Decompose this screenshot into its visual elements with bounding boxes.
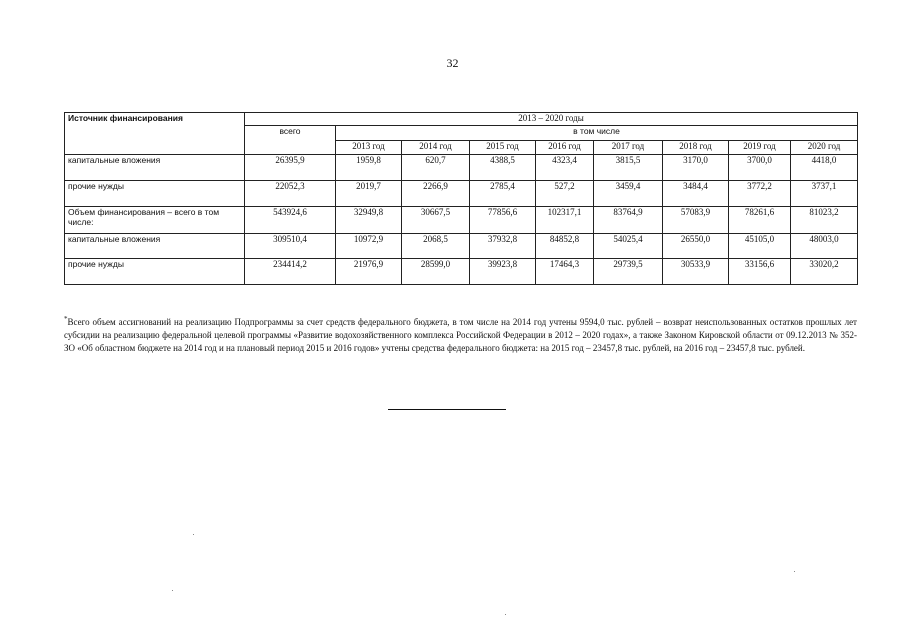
footnote [64,313,857,355]
footnote-marker: * [64,315,68,323]
cell-value: 3459,4 [594,181,663,207]
cell-value: 77856,6 [470,207,536,234]
cell-value: 102317,1 [536,207,594,234]
cell-value: 10972,9 [336,234,402,259]
cell-value: 3815,5 [594,155,663,181]
separator-line [388,409,506,410]
cell-value: 2068,5 [402,234,470,259]
cell-value: 620,7 [402,155,470,181]
cell-total: 543924,6 [245,207,336,234]
cell-value: 3484,4 [663,181,729,207]
row-label: капитальные вложения [65,234,245,259]
cell-value: 3737,1 [791,181,858,207]
scan-speck [505,614,506,615]
cell-value: 45105,0 [729,234,791,259]
cell-value: 33020,2 [791,259,858,285]
financing-table [64,112,858,285]
year-header: 2016 год [536,141,594,155]
cell-value: 83764,9 [594,207,663,234]
footnote-text: Всего объем ассигнований на реализацию Подпрограммы за счет средств федерального бюджета, в том числе на 2014 год учтены 9594,0 тыс. рублей – возврат неиспользованных остатков прошлых лет субсидии на реализацию федеральной целевой программы «Развитие водохозяйственного комплекса Российской Федерации в 2012 – 2020 годах», а также Законом Кировской области от 09.12.2013 № 352-ЗО «Об областном бюджете на 2014 год и на плановый период 2015 и 2016 годов» учтены средства федерального бюджета: на 2015 год – 23457,8 тыс. рублей, на 2016 год – 23457,8 тыс. рублей. [64,317,857,353]
cell-value: 30667,5 [402,207,470,234]
source-header: Источник финансирования [65,113,245,155]
row-label: прочие нужды [65,181,245,207]
cell-value: 29739,5 [594,259,663,285]
cell-value: 81023,2 [791,207,858,234]
cell-total: 26395,9 [245,155,336,181]
including-header: в том числе [336,126,858,141]
cell-value: 30533,9 [663,259,729,285]
row-label: Объем финансирования – всего в том числе: [65,207,245,234]
cell-value: 2785,4 [470,181,536,207]
year-header: 2017 год [594,141,663,155]
scan-speck [193,534,194,535]
cell-value: 48003,0 [791,234,858,259]
cell-value: 21976,9 [336,259,402,285]
table-row [65,181,858,207]
cell-value: 33156,6 [729,259,791,285]
cell-value: 4388,5 [470,155,536,181]
cell-value: 527,2 [536,181,594,207]
cell-value: 28599,0 [402,259,470,285]
total-header: всего [245,126,336,155]
year-header: 2019 год [729,141,791,155]
table-row [65,155,858,181]
cell-value: 4323,4 [536,155,594,181]
cell-value: 4418,0 [791,155,858,181]
year-header: 2015 год [470,141,536,155]
scan-speck [794,571,795,572]
cell-value: 17464,3 [536,259,594,285]
cell-value: 84852,8 [536,234,594,259]
year-header: 2018 год [663,141,729,155]
year-header: 2014 год [402,141,470,155]
cell-value: 78261,6 [729,207,791,234]
row-label: прочие нужды [65,259,245,285]
cell-value: 2266,9 [402,181,470,207]
cell-total: 234414,2 [245,259,336,285]
cell-value: 1959,8 [336,155,402,181]
cell-value: 32949,8 [336,207,402,234]
cell-value: 54025,4 [594,234,663,259]
cell-value: 39923,8 [470,259,536,285]
cell-value: 2019,7 [336,181,402,207]
cell-value: 3772,2 [729,181,791,207]
page-number: 32 [446,56,459,70]
cell-total: 22052,3 [245,181,336,207]
cell-value: 37932,8 [470,234,536,259]
table-row [65,259,858,285]
row-label: капитальные вложения [65,155,245,181]
cell-total: 309510,4 [245,234,336,259]
table-row [65,207,858,234]
year-header: 2020 год [791,141,858,155]
year-header: 2013 год [336,141,402,155]
cell-value: 57083,9 [663,207,729,234]
cell-value: 3170,0 [663,155,729,181]
cell-value: 3700,0 [729,155,791,181]
period-header: 2013 – 2020 годы [245,113,858,126]
table-row [65,234,858,259]
cell-value: 26550,0 [663,234,729,259]
scan-speck [172,590,173,591]
